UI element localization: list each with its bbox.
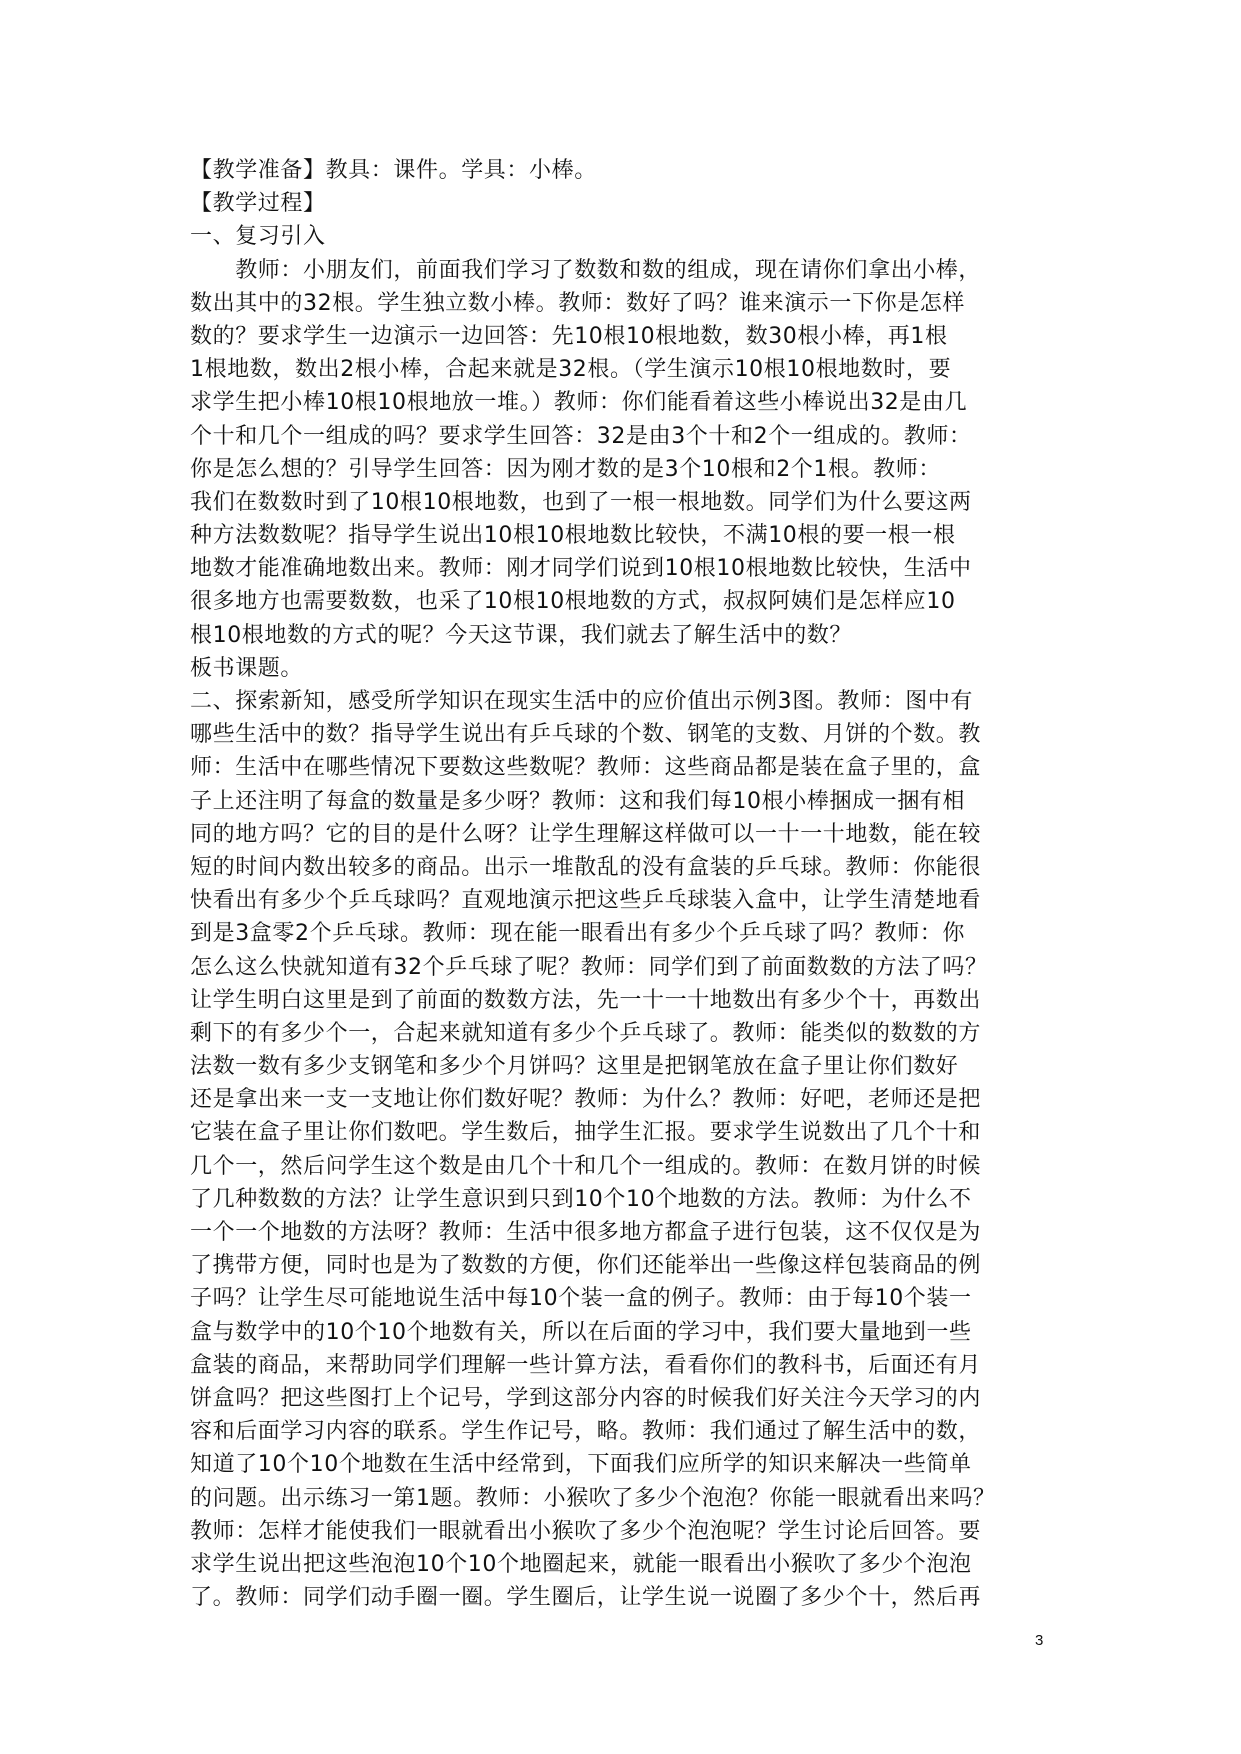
text-line: 饼盒吗？把这些图打上个记号，学到这部分内容的时候我们好关注今天学习的内 xyxy=(190,1385,982,1411)
text-line: 我们在数数时到了10根10根地数，也到了一根一根地数。同学们为什么要这两 xyxy=(190,489,972,515)
text-line: 几个一，然后问学生这个数是由几个十和几个一组成的。教师：在数月饼的时候 xyxy=(190,1153,982,1179)
text-line: 盒与数学中的10个10个地数有关，所以在后面的学习中，我们要大量地到一些 xyxy=(190,1319,972,1345)
text-line: 教师：小朋友们，前面我们学习了数数和数的组成，现在请你们拿出小棒， xyxy=(190,257,982,283)
text-line: 了几种数数的方法？让学生意识到只到10个10个地数的方法。教师：为什么不 xyxy=(190,1186,972,1212)
page-number: 3 xyxy=(1035,1632,1044,1649)
text-line: 子上还注明了每盒的数量是多少呀？教师：这和我们每10根小棒捆成一捆有相 xyxy=(190,788,965,814)
text-line: 数出其中的32根。学生独立数小棒。教师：数好了吗？谁来演示一下你是怎样 xyxy=(190,290,965,316)
text-line: 根10根地数的方式的呢？今天这节课，我们就去了解生活中的数？ xyxy=(190,622,852,648)
text-line: 剩下的有多少个一，合起来就知道有多少个乒乓球了。教师：能类似的数数的方 xyxy=(190,1020,982,1046)
text-line: 哪些生活中的数？指导学生说出有乒乓球的个数、钢笔的支数、月饼的个数。教 xyxy=(190,722,982,748)
text-line: 了。教师：同学们动手圈一圈。学生圈后，让学生说一说圈了多少个十，然后再 xyxy=(190,1585,982,1611)
text-line: 法数一数有多少支钢笔和多少个月饼吗？这里是把钢笔放在盒子里让你们数好 xyxy=(190,1054,959,1080)
text-line: 让学生明白这里是到了前面的数数方法，先一十一十地数出有多少个十，再数出 xyxy=(190,987,982,1013)
text-line: 1根地数，数出2根小棒，合起来就是32根。（学生演示10根10根地数时，要 xyxy=(190,357,952,383)
text-line: 求学生说出把这些泡泡10个10个地圈起来，就能一眼看出小猴吹了多少个泡泡 xyxy=(190,1551,972,1577)
text-line: 个十和几个一组成的吗？要求学生回答：32是由3个十和2个一组成的。教师： xyxy=(190,423,972,449)
text-line: 地数才能准确地数出来。教师：刚才同学们说到10根10根地数比较快，生活中 xyxy=(190,556,972,582)
text-line: 教师：怎样才能使我们一眼就看出小猴吹了多少个泡泡呢？学生讨论后回答。要 xyxy=(190,1518,982,1544)
text-line: 它装在盒子里让你们数吧。学生数后，抽学生汇报。要求学生说数出了几个十和 xyxy=(190,1120,982,1146)
text-line: 怎么这么快就知道有32个乒乓球了呢？教师：同学们到了前面数数的方法了吗？ xyxy=(190,954,988,980)
text-line: 子吗？让学生尽可能地说生活中每10个装一盒的例子。教师：由于每10个装一 xyxy=(190,1286,972,1312)
text-line: 快看出有多少个乒乓球吗？直观地演示把这些乒乓球装入盒中，让学生清楚地看 xyxy=(190,888,982,914)
text-line: 一个一个地数的方法呀？教师：生活中很多地方都盒子进行包装，这不仅仅是为 xyxy=(190,1220,982,1245)
text-line: 同的地方吗？它的目的是什么呀？让学生理解这样做可以一十一十地数，能在较 xyxy=(190,821,982,847)
text-line: 板书课题。 xyxy=(190,655,304,681)
text-line: 二、探索新知，感受所学知识在现实生活中的应价值出示例3图。教师：图中有 xyxy=(190,689,973,714)
text-line: 的问题。出示练习一第1题。教师：小猴吹了多少个泡泡？你能一眼就看出来吗？ xyxy=(190,1485,996,1511)
text-line: 知道了10个10个地数在生活中经常到，下面我们应所学的知识来解决一些简单 xyxy=(190,1452,972,1478)
text-line: 了携带方便，同时也是为了数数的方便，你们还能举出一些像这样包装商品的例 xyxy=(190,1253,982,1279)
text-line: 种方法数数呢？指导学生说出10根10根地数比较快，不满10根的要一根一根 xyxy=(190,523,956,549)
body-text xyxy=(190,154,1070,1614)
text-line: 【教学过程】 xyxy=(190,191,326,217)
text-line: 一、复习引入 xyxy=(190,224,326,250)
text-line: 很多地方也需要数数，也采了10根10根地数的方式，叔叔阿姨们是怎样应10 xyxy=(190,589,956,615)
text-line: 到是3盒零2个乒乓球。教师：现在能一眼看出有多少个乒乓球了吗？教师：你 xyxy=(190,921,965,947)
text-line: 数的？要求学生一边演示一边回答：先10根10根地数，数30根小棒，再1根 xyxy=(190,323,948,349)
text-line: 还是拿出来一支一支地让你们数好呢？教师：为什么？教师：好吧，老师还是把 xyxy=(190,1087,982,1113)
text-line: 盒装的商品，来帮助同学们理解一些计算方法，看看你们的教科书，后面还有月 xyxy=(190,1352,982,1378)
text-line: 【教学准备】教具：课件。学具：小棒。 xyxy=(190,158,597,183)
text-line: 求学生把小棒10根10根地放一堆。）教师：你们能看着这些小棒说出32是由几 xyxy=(190,390,968,416)
text-line: 师：生活中在哪些情况下要数这些数呢？教师：这些商品都是装在盒子里的，盒 xyxy=(190,755,982,781)
text-line: 短的时间内数出较多的商品。出示一堆散乱的没有盒装的乒乓球。教师：你能很 xyxy=(190,854,982,880)
text-line: 你是怎么想的？引导学生回答：因为刚才数的是3个10根和2个1根。教师： xyxy=(190,456,941,482)
text-line: 容和后面学习内容的联系。学生作记号，略。教师：我们通过了解生活中的数， xyxy=(190,1419,982,1445)
